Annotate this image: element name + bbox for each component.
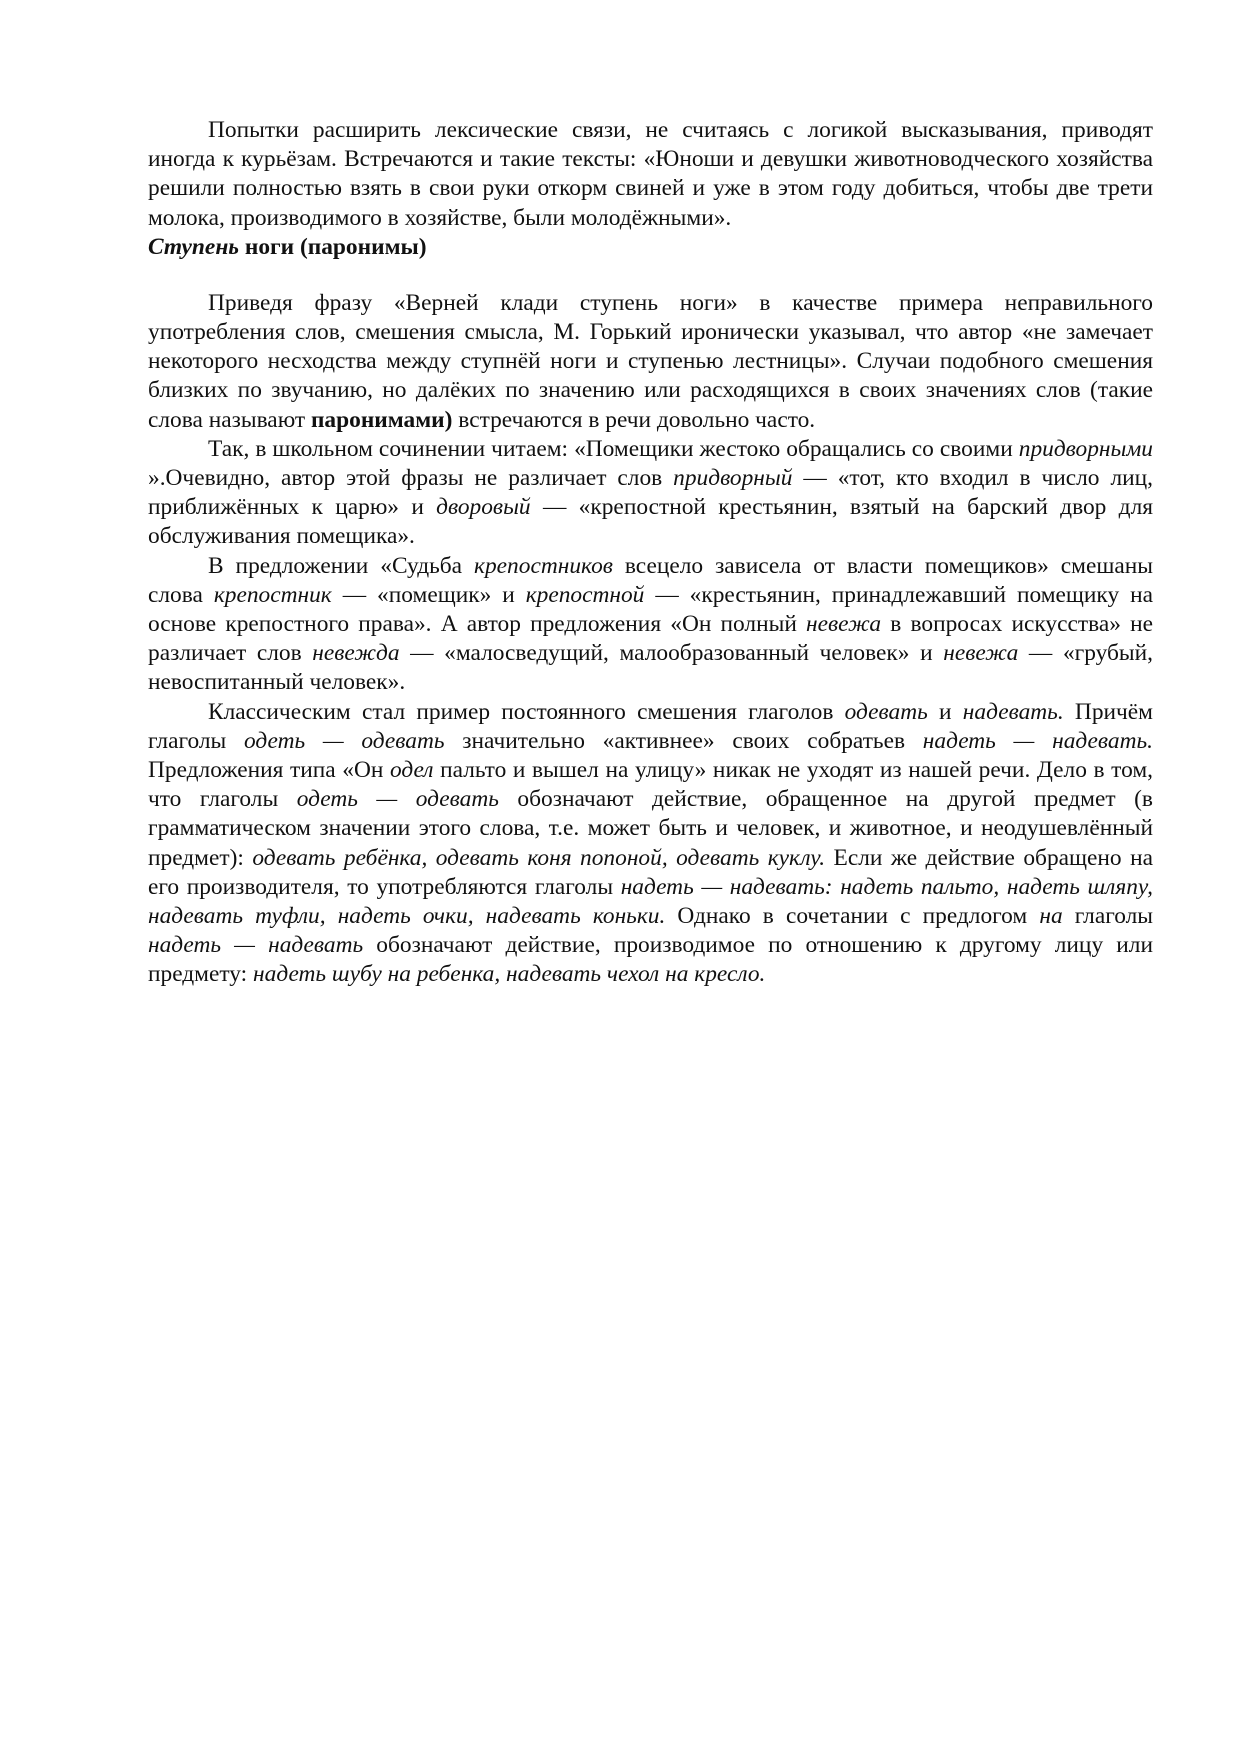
p4-text-g: значительно «активнее» своих собратьев: [444, 727, 923, 754]
p4-italic-p: надеть — надевать: надеть пальто, надеть шляпу, надевать туфли, надеть очки, надевать коньки.: [148, 873, 1153, 930]
p4-text-a: Классическим стал пример постоянного смешения глаголов: [208, 698, 845, 725]
p3-text-a: В предложении «Судьба: [208, 552, 475, 579]
p3-italic-f: крепостной: [525, 581, 645, 608]
p3-text-c: всецело зависела от власти помещиков» смешаны слова: [148, 552, 1153, 608]
p2-text-a: Так, в школьном сочинении читаем: «Помещики жестоко обращались со своими: [208, 435, 1019, 462]
p4-italic-j: одел: [389, 757, 434, 784]
p2-italic-b: придворными: [1018, 435, 1153, 462]
p4-italic-t: надеть — надевать: [148, 932, 364, 959]
p1-text-c: встречаются в речи довольно часто.: [452, 406, 816, 433]
p4-text-q: Однако в сочетании с предлогом: [665, 903, 1040, 930]
p2-text-c: ».Очевидно, автор этой фразы не различает слов: [148, 465, 674, 492]
p4-italic-h: надеть — надевать.: [922, 727, 1153, 754]
p3-text-k: — «малосведущий, малообразованный человек» и: [399, 640, 944, 667]
p1-bold-term: паронимами): [310, 406, 453, 433]
heading-bold-text: ноги (паронимы): [239, 233, 427, 260]
p3-text-i: в вопросах искусства» не различает слов: [148, 611, 1153, 667]
p4-text-c: и: [927, 698, 963, 725]
p4-italic-r: на: [1039, 903, 1063, 930]
p2-italic-d: придворный: [673, 465, 793, 492]
p4-text-u: обозначают действие, производимое по отношению к другому лицу или предмету:: [148, 932, 1154, 988]
p4-text-i: Предложения типа «Он: [148, 757, 390, 784]
paragraph-4: [148, 698, 1153, 990]
p3-text-e: — «помещик» и: [331, 581, 526, 608]
intro-paragraph: [148, 116, 1153, 233]
p4-text-o: Если же действие обращено на его производителя, то употребляются глаголы: [148, 844, 1153, 900]
p2-text-g: — «крепостной крестьянин, взятый на барский двор для обслуживания помещика».: [148, 494, 1154, 550]
p4-italic-d: надевать.: [962, 698, 1064, 725]
p4-text-k: пальто и вышел на улицу» никак не уходят из нашей речи. Дело в том, что глаголы: [148, 757, 1153, 813]
paragraph-1: [148, 289, 1153, 435]
paragraph-2: [148, 435, 1153, 552]
p4-italic-f: одеть — одевать: [244, 727, 445, 754]
heading-italic-word: Ступень: [148, 233, 239, 260]
p3-text-g: — «крестьянин, принадлежавший помещику на основе крепостного права». А автор предложения «Он полный: [148, 581, 1153, 638]
p4-italic-l: одеть — одевать: [296, 786, 499, 813]
paragraph-3: [148, 552, 1153, 698]
p3-italic-d: крепостник: [213, 581, 332, 608]
section-heading: [148, 233, 1153, 262]
p3-text-m: — «грубый, невоспитанный человек».: [148, 640, 1153, 696]
p3-italic-j: невежда: [312, 640, 400, 667]
p2-italic-f: дворовый: [436, 494, 531, 521]
p2-text-e: — «тот, кто входил в число лиц, приближённых к царю» и: [148, 465, 1153, 521]
p3-italic-h: невежа: [806, 611, 882, 638]
intro-text: Попытки расширить лексические связи, не считаясь с логикой высказывания, приводят иногда к курьёзам. Встречаются и такие тексты: «Юноши и девушки животноводческого хозяйства решили полностью взять в свои руки откорм свиней и уже в этом году добиться, чтобы две трети молока, производимого в хозяйстве, были молодёжными».: [148, 117, 1153, 231]
p1-text-a: Приведя фразу «Верней клади ступень ноги» в качестве примера неправильного употребления слов, смешения смысла, М. Горький иронически указывал, что автор «не замечает некоторого несходства между ступнёй ноги и ступенью лестницы». Случаи подобного смешения близких по звучанию, но далёких по значению или расходящихся в своих значениях слов (такие слова называют: [148, 289, 1153, 433]
p4-text-m: обозначают действие, обращенное на другой предмет (в грамматическом значении этого слова, т.е. может быть и человек, и животное, и неодушевлённый предмет):: [148, 786, 1153, 871]
p4-italic-b: одевать: [844, 698, 928, 725]
p4-text-e: Причём глаголы: [148, 698, 1153, 754]
page-content: [148, 116, 1153, 990]
p4-italic-v: надеть шубу на ребенка, надевать чехол на кресло.: [253, 961, 766, 988]
section-body: [148, 289, 1153, 990]
p3-italic-l: невежа: [943, 640, 1019, 667]
p4-italic-n: одевать ребёнка, одевать коня попоной, одевать куклу.: [252, 844, 826, 871]
p4-text-s: глаголы: [1062, 903, 1154, 930]
p3-italic-b: крепостников: [474, 552, 613, 579]
